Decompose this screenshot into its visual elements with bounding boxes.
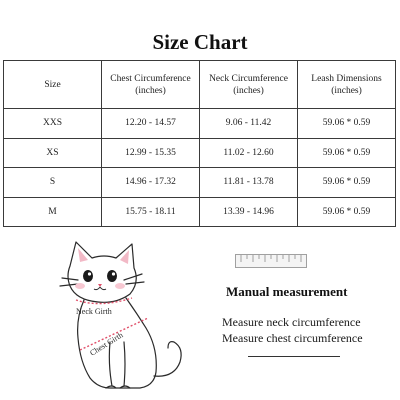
page-title: Size Chart [152,30,248,54]
header-neck-label: Neck Circumference [209,73,288,84]
size-chart-table [3,60,396,227]
cell-neck: 11.81 - 13.78 [200,168,298,198]
table-row [4,109,396,139]
ruler-icon [235,254,307,268]
header-chest-unit: (inches) [135,85,166,96]
cat-eye [107,270,117,282]
header-chest [102,61,200,109]
cell-chest: 14.96 - 17.32 [102,168,200,198]
measure-neck-text: Measure neck circumference [222,315,361,329]
header-leash [298,61,396,109]
cell-leash: 59.06 * 0.59 [298,109,396,139]
cell-neck: 11.02 - 12.60 [200,138,298,168]
cell-chest: 15.75 - 18.11 [102,197,200,227]
header-neck-unit: (inches) [233,85,264,96]
cat-head-outline [68,242,136,302]
divider-line [248,356,340,357]
cat-front-legs [109,342,125,386]
cat-illustration [50,238,200,398]
cat-nose [98,284,102,287]
cat-ear-inner [120,250,129,264]
cell-chest: 12.99 - 15.35 [102,138,200,168]
header-neck [200,61,298,109]
cat-eye [83,270,93,282]
cell-size: M [4,197,102,227]
header-leash-unit: (inches) [331,85,362,96]
cell-chest: 12.20 - 14.57 [102,109,200,139]
table-header-row [4,61,396,109]
table-row [4,138,396,168]
header-chest-label: Chest Circumference [110,73,191,84]
cell-size: XXS [4,109,102,139]
header-size [4,61,102,109]
cat-ear-inner [78,248,88,262]
cell-leash: 59.06 * 0.59 [298,168,396,198]
neck-girth-label: Neck Girth [76,307,112,316]
table-row [4,168,396,198]
cell-size: S [4,168,102,198]
cell-leash: 59.06 * 0.59 [298,138,396,168]
cat-tail [154,342,181,377]
cell-leash: 59.06 * 0.59 [298,197,396,227]
chest-girth-label: Chest Girth [88,330,125,358]
measure-chest-text: Measure chest circumference [222,331,363,345]
header-leash-label: Leash Dimensions [311,73,382,84]
cell-neck: 9.06 - 11.42 [200,109,298,139]
manual-measurement-heading: Manual measurement [226,284,348,299]
cell-size: XS [4,138,102,168]
header-size-label: Size [44,79,61,90]
cell-neck: 13.39 - 14.96 [200,197,298,227]
table-row [4,197,396,227]
cat-whiskers [60,274,144,286]
